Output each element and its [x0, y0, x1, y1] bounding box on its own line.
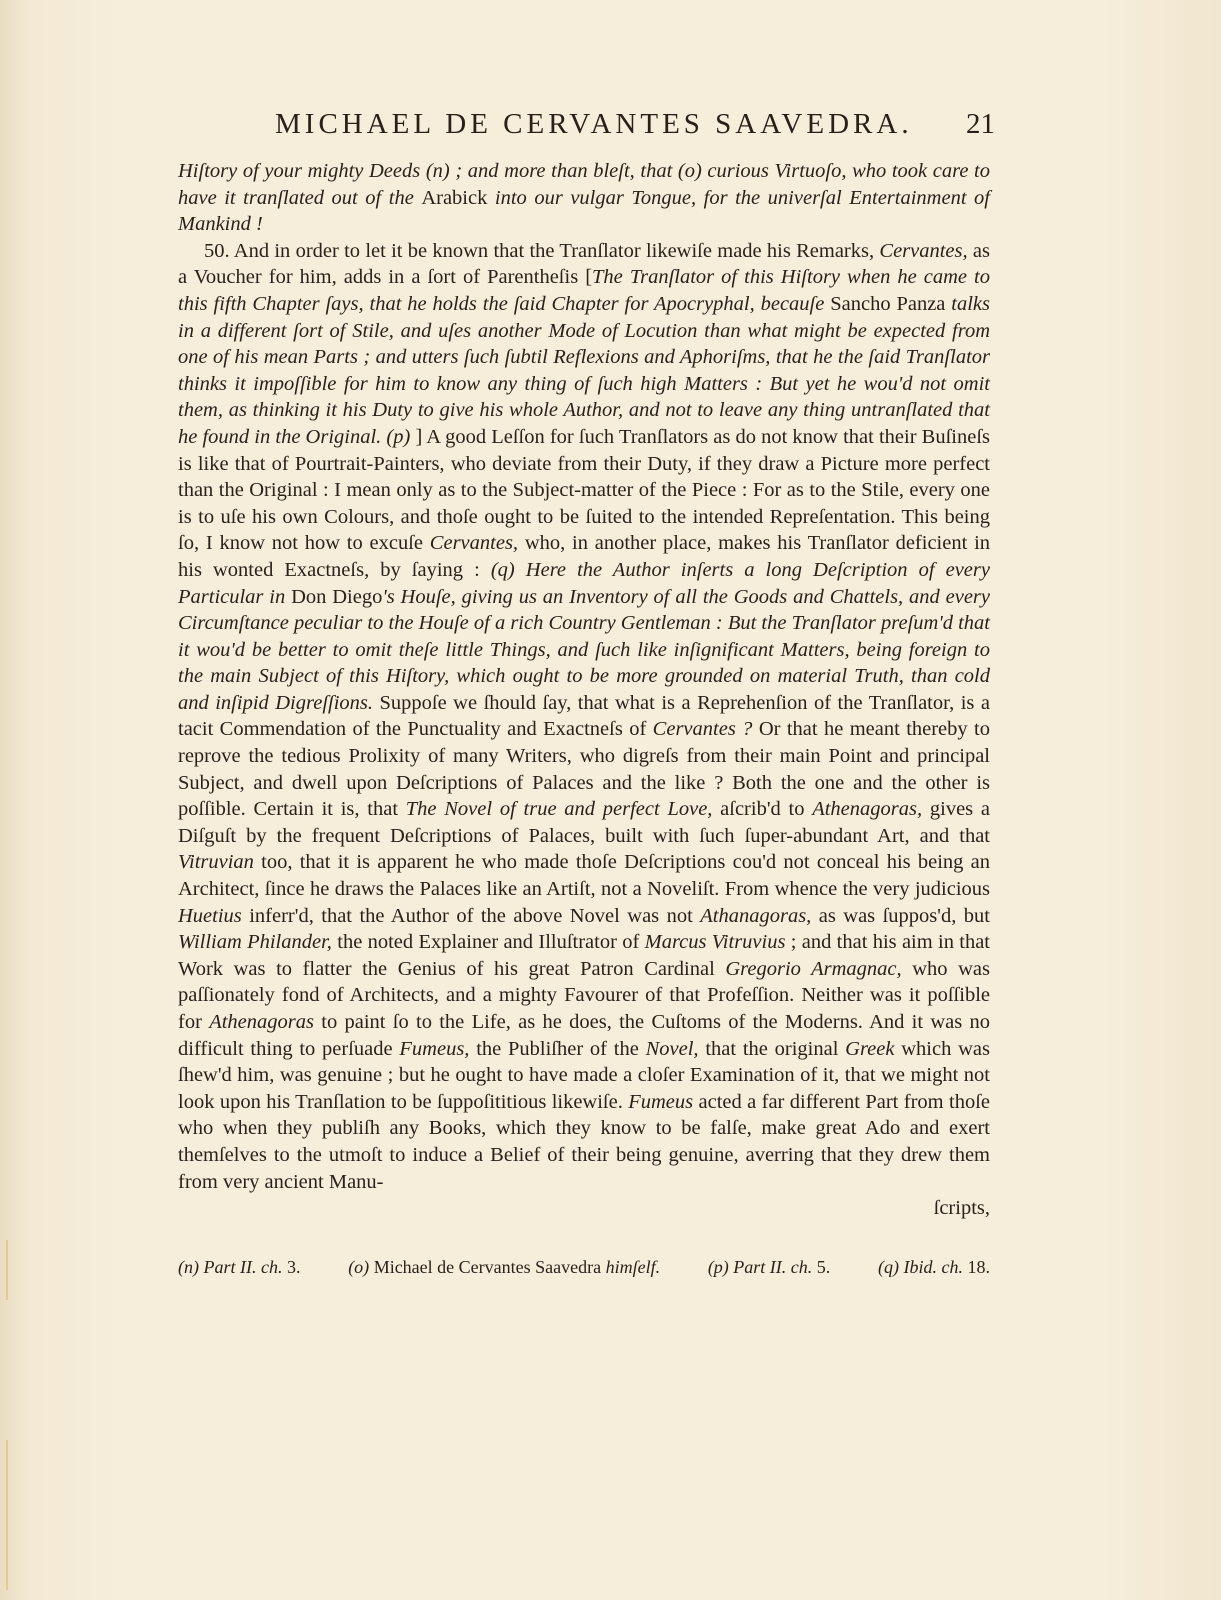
italic-run: Gregorio Armagnac, [725, 957, 902, 980]
footnotes [178, 1257, 990, 1278]
text-run: ] A good Leſſon for ſuch Tranſlators as do not know that their Buſineſs is like that of Pourtrait-Painters, who deviate from their Duty, if they draw a Picture more perfect than the Original : I mean only as to the Subject-matter of the Piece : For as to the Stile, every one is to uſe his own Colours, and thoſe ought to be ſuited to the intended Repreſentation. This being ſo, I know not how to excuſe [178, 425, 990, 555]
italic-run: 's Houſe, giving us an Inventory of all the Goods and Chattels, and every Circumſtance peculiar to the Houſe of a rich Country Gentleman : But the Tranſlator preſum'd that it wou'd be better to omit theſe little Things, and ſuch like inſignificant Matters, being foreign to the main Subject of this Hiſtory, which ought to be more grounded on material Truth, than cold and inſipid Digreſſions. [178, 585, 990, 714]
text-run: Michael de Cervantes Saavedra [373, 1257, 602, 1277]
italic-run: himſelf. [601, 1257, 661, 1277]
text-run: 50. And in order to let it be known that the Tranſlator likewiſe made his Remarks, [204, 239, 880, 262]
italic-run: Cervantes, [879, 239, 968, 262]
text-run: which was ſhew'd him, was genuine ; but he ought to have made a cloſer Examination of it, that we might not look upon his Tranſlation to be ſuppoſititious likewiſe. [178, 1037, 990, 1113]
italic-run: Athanagoras, [700, 904, 812, 927]
page-header [275, 108, 995, 148]
italic-run: (p) Part II. ch. [707, 1257, 817, 1277]
italic-run: (q) Ibid. ch. [878, 1257, 968, 1277]
catchword: ſcripts, [933, 1197, 990, 1220]
text-run: as a Voucher for him, adds in a ſort of Parentheſis [ [178, 239, 990, 289]
footnote [178, 1257, 300, 1278]
text-run: too, that it is apparent he who made thoſe Deſcriptions cou'd not conceal his being an Architect, ſince he draws the Palaces like an Artiſt, not a Noveliſt. From whence the very judicious [178, 851, 990, 901]
text-run: 3. [286, 1257, 301, 1277]
paragraph-1 [178, 158, 990, 238]
italic-run: Fumeus, [399, 1037, 470, 1060]
text-run: that the original [698, 1037, 846, 1060]
text-run: aſcrib'd to [712, 798, 813, 821]
italic-run: (q) Here the Author inſerts a long Deſcription of every Particular in [178, 558, 990, 608]
italic-run: (n) Part II. ch. [178, 1257, 287, 1277]
italic-run: Cervantes ? [652, 718, 753, 741]
footnote [708, 1257, 830, 1278]
margin-stain [6, 1240, 8, 1300]
text-run: Suppoſe we ſhould ſay, that what is a Reprehenſion of the Tranſlator, is a tacit Commendation of the Punctuality and Exactneſs of [178, 691, 990, 741]
text-run: the Publiſher of the [469, 1037, 646, 1060]
text-run: who, in another place, makes his Tranſlator deficient in his wonted Exactneſs, by ſaying : [178, 532, 991, 581]
italic-run: Greek [845, 1037, 895, 1060]
italic-run: The Novel of true and perfect Love, [405, 798, 713, 821]
italic-run: The Tranſlator of this Hiſtory when he came to this fifth Chapter ſays, that he holds the ſaid Chapter for Apocryphal, becauſe [178, 266, 990, 315]
text-run: inferr'd, that the Author of the above Novel was not [241, 904, 701, 927]
italic-run: Cervantes, [429, 532, 519, 555]
text-run: Sancho Panza [830, 292, 946, 315]
italic-run: into our vulgar Tongue, for the univerſal Entertainment of Mankind ! [178, 186, 990, 236]
text-run: who was paſſionately fond of Architects, and a mighty Favourer of that Profeſſion. Neither was it poſſible for [178, 957, 990, 1033]
text-run: gives a Diſguſt by the frequent Deſcriptions of Palaces, built with ſuch ſuper-abundant Art, and that [178, 798, 990, 847]
text-run: 18. [967, 1257, 990, 1277]
italic-run: Fumeus [628, 1090, 694, 1113]
footnote [348, 1257, 660, 1278]
page-number: 21 [966, 108, 995, 140]
text-run: Arabick [421, 186, 488, 209]
italic-run: talks in a different ſort of Stile, and uſes another Mode of Locution than what might be expected from one of his mean Parts ; and utters ſuch ſubtil Reflexions and Aphoriſms, that he the ſaid Tranſlator thinks it impoſſible for him to know any thing of ſuch high Matters : But yet he wou'd not omit them, as thinking it his Duty to give his whole Author, and not to leave any thing untranſlated that he found in the Original. (p) [178, 292, 990, 448]
italic-run: Marcus Vitruvius [644, 931, 786, 954]
text-run: to paint ſo to the Life, as he does, the Cuſtoms of the Moderns. And it was no difficult thing to perſuade [178, 1011, 991, 1060]
italic-run: (o) [348, 1257, 374, 1277]
italic-run: Hiſtory of your mighty Deeds (n) ; and more than bleſt, that (o) curious Virtuoſo, who took care to have it tranſlated out of the [178, 160, 990, 209]
italic-run: Athenagoras [209, 1011, 314, 1033]
text-run: ; and that his aim in that Work was to flatter the Genius of his great Patron Cardinal [178, 931, 991, 980]
text-run: 5. [816, 1257, 831, 1277]
italic-run: Athenagoras, [812, 798, 923, 821]
text-run: acted a far different Part from thoſe who when they publiſh any Books, which they know to be falſe, make great Ado and exert themſelves to the utmoſt to induce a Belief of their being genuine, averring that they drew them from very ancient Manu- [178, 1090, 990, 1193]
footnote [878, 1257, 990, 1278]
running-title: MICHAEL DE CERVANTES SAAVEDRA. [275, 108, 913, 140]
text-run: the noted Explainer and Illuſtrator of [331, 931, 645, 954]
text-run: Don Diego [291, 585, 383, 608]
italic-run: Vitruvian [178, 851, 254, 874]
text-run: Or that he meant thereby to reprove the tedious Prolixity of many Writers, who digreſs from their main Point and principal Subject, and dwell upon Deſcriptions of Palaces and the like ? Both the one and the other is poſſible. Certain it is, that [178, 718, 990, 821]
italic-run: Huetius [178, 904, 242, 927]
italic-run: Novel, [645, 1037, 699, 1060]
margin-stain [6, 1440, 8, 1590]
paragraph-2 [178, 238, 990, 1195]
body-text [178, 158, 990, 1222]
italic-run: William Philander, [178, 931, 332, 954]
text-run: as was ſuppos'd, but [811, 904, 990, 927]
